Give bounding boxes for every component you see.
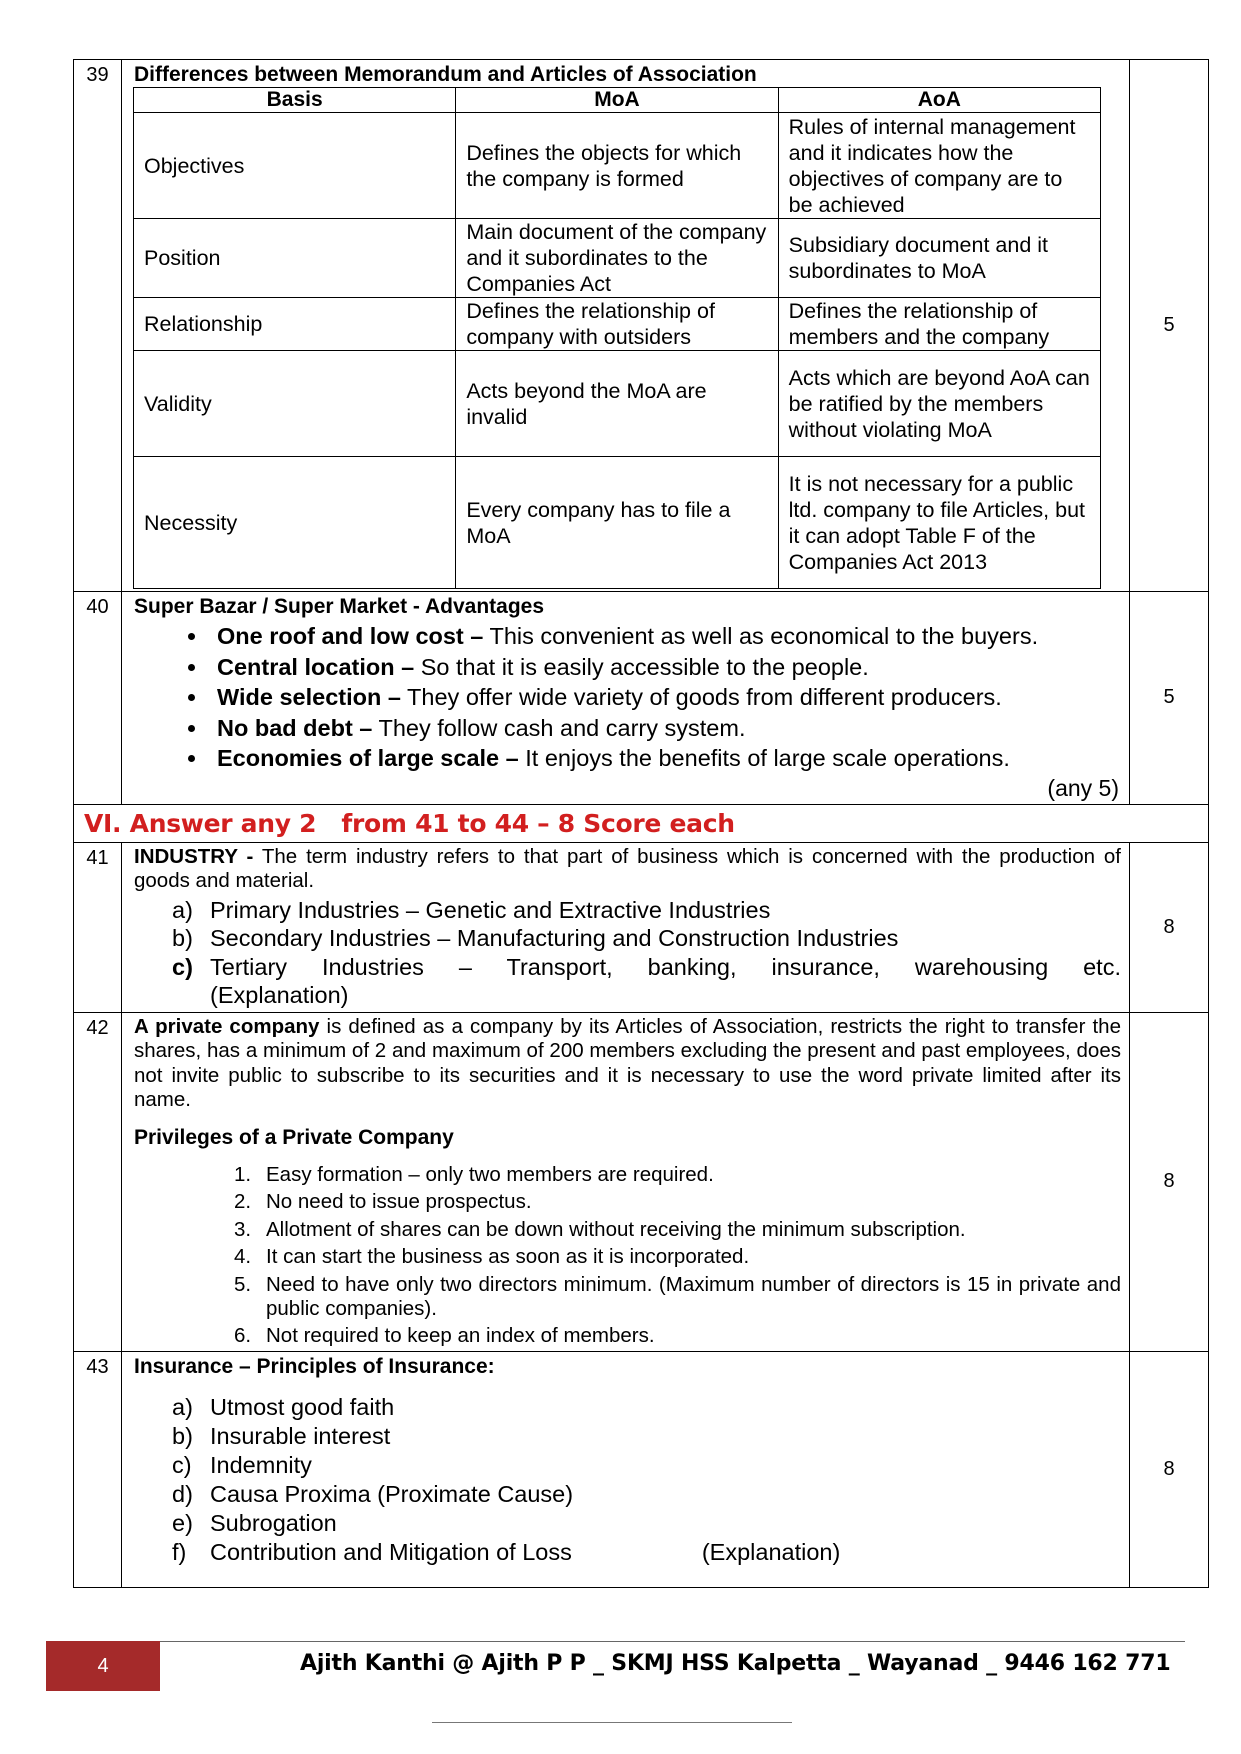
list-item <box>209 743 1121 774</box>
cell-basis: Relationship <box>134 298 456 351</box>
question-row-39 <box>74 60 1209 592</box>
item-text: Tertiary Industries – Transport, banking, insurance, warehousing etc. <box>210 953 1121 980</box>
principles-list <box>134 1393 1121 1567</box>
list-item <box>172 924 1121 953</box>
header-moa: MoA <box>456 88 778 113</box>
question-row-40 <box>74 592 1209 805</box>
list-item <box>172 1451 1121 1480</box>
question-title: Insurance – Principles of Insurance: <box>134 1355 495 1378</box>
score: 8 <box>1130 842 1209 1012</box>
item-text: Indemnity <box>210 1452 312 1478</box>
item-text: Subrogation <box>210 1510 337 1536</box>
item-text: Insurable interest <box>210 1423 391 1449</box>
page-number-badge <box>46 1641 160 1691</box>
question-title: Super Bazar / Super Market - Advantages <box>134 595 545 618</box>
list-item <box>172 1509 1121 1538</box>
item-text: No need to issue prospectus. <box>266 1190 532 1213</box>
item-text: Not required to keep an index of members. <box>266 1323 655 1347</box>
item-text: Contribution and Mitigation of Loss <box>210 1539 572 1565</box>
item-text: Causa Proxima (Proximate Cause) <box>210 1481 574 1507</box>
question-content <box>122 60 1130 592</box>
any-note: (any 5) <box>1047 774 1119 801</box>
item-text: They follow cash and carry system. <box>372 714 746 741</box>
question-intro <box>134 1015 1121 1113</box>
question-content <box>122 1012 1130 1352</box>
list-item <box>209 621 1121 652</box>
cell-aoa: Subsidiary document and it subordinates to MoA <box>778 219 1100 298</box>
section-heading: VI. Answer any 2 from 41 to 44 – 8 Score each <box>74 804 1209 842</box>
item-marker: c) <box>172 1452 192 1478</box>
question-intro <box>134 845 1121 894</box>
item-text: Easy formation – only two members are required. <box>266 1162 714 1186</box>
intro-term: INDUSTRY - <box>134 844 254 868</box>
question-row-41 <box>74 842 1209 1012</box>
answer-table <box>73 59 1209 1588</box>
item-term: Wide selection – <box>217 684 401 710</box>
item-marker: a) <box>172 896 193 923</box>
question-title: Differences between Memorandum and Articles of Association <box>134 63 757 86</box>
list-item <box>234 1161 1121 1189</box>
table-row <box>134 457 1101 589</box>
list-item <box>209 713 1121 744</box>
item-text: So that it is easily accessible to the people. <box>414 653 869 680</box>
item-marker: b) <box>172 1423 193 1449</box>
cell-moa: Main document of the company and it subordinates to the Companies Act <box>456 219 778 298</box>
item-text: Need to have only two directors minimum. (Maximum number of directors is 15 in private and public companies). <box>266 1272 1121 1320</box>
list-item <box>234 1322 1121 1350</box>
list-item <box>234 1271 1121 1322</box>
table-row <box>134 351 1101 457</box>
score: 8 <box>1130 1012 1209 1352</box>
privileges-list <box>134 1161 1121 1350</box>
item-text: It enjoys the benefits of large scale operations. <box>518 745 1010 771</box>
item-text-wrap <box>210 953 1121 1010</box>
item-marker: d) <box>172 1481 193 1507</box>
item-marker: f) <box>172 1539 187 1565</box>
intro-text: The term industry refers to that part of business which is concerned with the production of goods and material. <box>134 844 1121 892</box>
cell-moa: Defines the objects for which the company is formed <box>456 113 778 219</box>
item-marker: a) <box>172 1394 193 1420</box>
industry-list <box>134 896 1121 1010</box>
explanation-note: (Explanation) <box>701 1539 841 1565</box>
question-number: 39 <box>74 60 122 592</box>
list-item <box>172 1422 1121 1451</box>
item-marker: 2. <box>234 1190 252 1213</box>
cell-aoa: Defines the relationship of members and the company <box>778 298 1100 351</box>
item-term: Central location – <box>217 653 415 680</box>
question-number: 42 <box>74 1012 122 1352</box>
cell-basis: Objectives <box>134 113 456 219</box>
score: 5 <box>1130 592 1209 805</box>
item-text: It can start the business as soon as it is incorporated. <box>266 1245 750 1268</box>
table-row <box>134 113 1101 219</box>
item-text: Primary Industries – Genetic and Extractive Industries <box>210 896 771 923</box>
list-item <box>234 1188 1121 1216</box>
item-term: Economies of large scale – <box>217 745 519 771</box>
cell-basis: Necessity <box>134 457 456 589</box>
list-item <box>172 1480 1121 1509</box>
item-text: Utmost good faith <box>210 1394 395 1420</box>
cell-aoa: Acts which are beyond AoA can be ratified by the members without violating MoA <box>778 351 1100 457</box>
question-number: 43 <box>74 1352 122 1588</box>
cell-basis: Validity <box>134 351 456 457</box>
item-text: This convenient as well as economical to the buyers. <box>483 623 1039 649</box>
section-row <box>74 804 1209 842</box>
question-content <box>122 592 1130 805</box>
cell-moa: Acts beyond the MoA are invalid <box>456 351 778 457</box>
item-marker: b) <box>172 925 193 951</box>
list-item <box>209 652 1121 683</box>
score: 8 <box>1130 1352 1209 1588</box>
list-item <box>172 896 1121 925</box>
subheading: Privileges of a Private Company <box>134 1125 454 1149</box>
question-content <box>122 842 1130 1012</box>
intro-term: A private company <box>134 1014 320 1038</box>
score: 5 <box>1130 60 1209 592</box>
item-marker: 6. <box>234 1323 252 1347</box>
cell-moa: Defines the relationship of company with outsiders <box>456 298 778 351</box>
question-content <box>122 1352 1130 1588</box>
item-marker: 5. <box>234 1272 252 1296</box>
advantages-list <box>134 621 1121 774</box>
item-marker: 3. <box>234 1217 252 1241</box>
list-item <box>234 1216 1121 1244</box>
question-row-43 <box>74 1352 1209 1588</box>
cell-aoa: Rules of internal management and it indicates how the objectives of company are to be achieved <box>778 113 1100 219</box>
list-item <box>209 682 1121 713</box>
item-explanation: (Explanation) <box>210 982 349 1008</box>
page-number: 4 <box>97 1654 109 1677</box>
item-marker: e) <box>172 1510 193 1536</box>
table-row <box>134 219 1101 298</box>
header-aoa: AoA <box>778 88 1100 113</box>
cell-moa: Every company has to file a MoA <box>456 457 778 589</box>
list-item <box>172 1538 1121 1567</box>
intro-text: is defined as a company by its Articles of Association, restricts the right to transfer the shares, has a minimum of 2 and maximum of 200 members excluding the present and past employees, does not invite public to subscribe to its securities and it is necessary to use the word private limited after its name. <box>134 1014 1121 1111</box>
table-row <box>134 298 1101 351</box>
item-term: No bad debt – <box>217 714 373 741</box>
cell-basis: Position <box>134 219 456 298</box>
question-row-42 <box>74 1012 1209 1352</box>
item-term: One roof and low cost – <box>217 623 484 649</box>
list-item <box>172 1393 1121 1422</box>
question-number: 40 <box>74 592 122 805</box>
header-basis: Basis <box>134 88 456 113</box>
item-marker: 1. <box>234 1162 252 1186</box>
question-number: 41 <box>74 842 122 1012</box>
footer-credit: Ajith Kanthi @ Ajith P P _ SKMJ HSS Kalpetta _ Wayanad _ 9446 162 771 <box>300 1651 1171 1676</box>
item-text: Secondary Industries – Manufacturing and Construction Industries <box>210 925 899 951</box>
difference-table <box>133 87 1101 589</box>
item-marker: c) <box>172 953 193 980</box>
item-marker: 4. <box>234 1245 252 1268</box>
list-item <box>234 1243 1121 1271</box>
item-text: They offer wide variety of goods from different producers. <box>400 684 1002 710</box>
footer-divider <box>160 1641 1185 1642</box>
bottom-rule <box>432 1722 792 1723</box>
cell-aoa: It is not necessary for a public ltd. company to file Articles, but it can adopt Table F of the Companies Act 2013 <box>778 457 1100 589</box>
list-item <box>172 953 1121 1010</box>
item-text: Allotment of shares can be down without receiving the minimum subscription. <box>266 1217 966 1241</box>
